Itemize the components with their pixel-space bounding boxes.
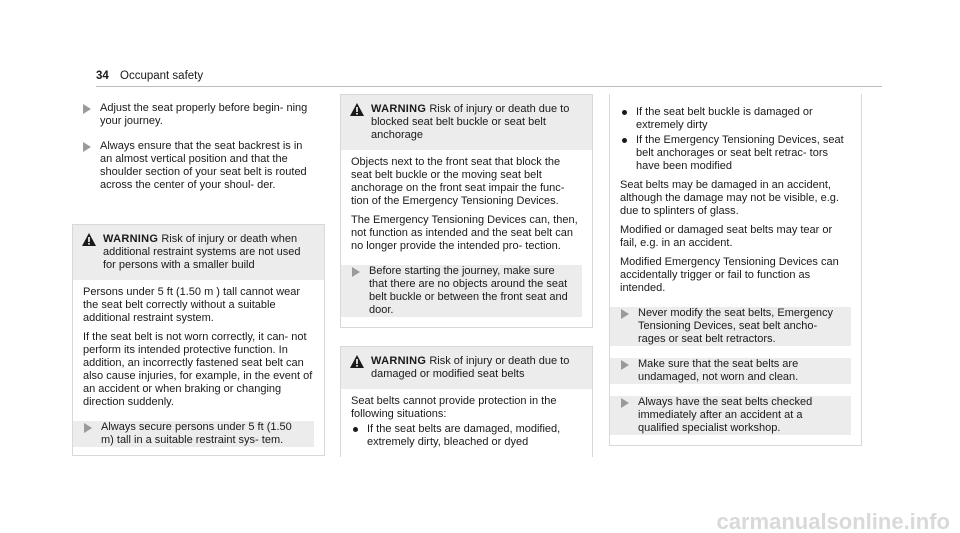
instruction-step: Make sure that the seat belts are undamaged, not worn and clean.: [610, 358, 851, 384]
list-item: If the seat belts are damaged, modified, extremely dirty, bleached or dyed: [341, 423, 592, 449]
column-2: [340, 94, 593, 457]
column-1: [72, 94, 325, 456]
warning-paragraph: If the seat belt is not worn correctly, it can- not perform its intended protective function. In addition, an incorrectly fastened seat belt can also cause injuries, for example, in the event of an accident or when braking or changing direction suddenly.: [83, 331, 313, 408]
warning-header: [73, 225, 324, 280]
arrow-right-icon: [82, 104, 92, 114]
header-divider: [96, 86, 882, 87]
warning-triangle-icon: [82, 233, 96, 246]
list-item: If the seat belt buckle is damaged or extremely dirty: [610, 106, 861, 132]
page-header: [96, 70, 203, 82]
arrow-right-icon: [620, 398, 630, 408]
warning-paragraph: The Emergency Tensioning Devices can, then, not function as intended and the seat belt can no longer provide the intended pro- tection.: [351, 214, 578, 252]
warning-box-continued: [609, 94, 862, 446]
warning-heading: Risk of injury or death when additional restraint systems are not used for persons with a smaller build: [103, 233, 301, 271]
warning-box: [340, 346, 593, 457]
arrow-right-icon: [351, 267, 361, 277]
instruction-step: Before starting the journey, make sure that there are no objects around the seat belt buckle or between the front seat and door.: [341, 265, 582, 317]
arrow-right-icon: [82, 142, 92, 152]
warning-heading: Risk of injury or death due to damaged or modified seat belts: [371, 355, 570, 380]
list-item: If the Emergency Tensioning Devices, seat belt anchorages or seat belt retrac- tors have been modified: [610, 134, 861, 173]
instruction-step: Always have the seat belts checked immediately after an accident at a qualified specialist workshop.: [610, 396, 851, 435]
column-3: [609, 94, 862, 446]
warning-header: [341, 347, 592, 389]
watermark-text: carmanualsonline.info: [716, 511, 950, 533]
warning-paragraph: Persons under 5 ft (1.50 m ) tall cannot wear the seat belt correctly without a suitable additional restraint system.: [83, 286, 301, 324]
warning-paragraph: Objects next to the front seat that block the seat belt buckle or the moving seat belt anchorage on the front seat impair the func- tion of the Emergency Tensioning Devices.: [351, 156, 565, 207]
arrow-right-icon: [83, 423, 93, 433]
warning-label: WARNING: [371, 355, 427, 367]
warning-box: [72, 224, 325, 456]
paragraph: Modified Emergency Tensioning Devices can accidentally trigger or fail to function as intended.: [620, 256, 839, 294]
bullet-dot: [622, 138, 627, 143]
warning-paragraph: Seat belts cannot provide protection in the following situations:: [351, 395, 557, 420]
warning-heading: Risk of injury or death due to blocked seat belt buckle or seat belt anchorage: [371, 103, 570, 141]
warning-label: WARNING: [103, 233, 159, 245]
instruction-step: Always secure persons under 5 ft (1.50 m) tall in a suitable restraint sys- tem.: [73, 421, 314, 447]
warning-label: WARNING: [371, 103, 427, 115]
arrow-right-icon: [620, 309, 630, 319]
arrow-right-icon: [620, 360, 630, 370]
page-number: 34: [96, 70, 109, 82]
warning-triangle-icon: [350, 103, 364, 116]
warning-triangle-icon: [350, 355, 364, 368]
warning-box: [340, 94, 593, 328]
watermark-footer: [0, 511, 960, 533]
bullet-dot: [622, 110, 627, 115]
instruction-step: Never modify the seat belts, Emergency Tensioning Devices, seat belt ancho- rages or seat belt retractors.: [610, 307, 851, 346]
bullet-dot: [353, 427, 358, 432]
paragraph: Seat belts may be damaged in an accident, although the damage may not be visible, e.g. due to splinters of glass.: [620, 179, 839, 217]
instruction-step: Always ensure that the seat backrest is in an almost vertical position and that the shoulder section of your seat belt is routed across the center of your shoul- der.: [72, 140, 325, 192]
warning-header: [341, 95, 592, 150]
paragraph: Modified or damaged seat belts may tear or fail, e.g. in an accident.: [620, 224, 833, 249]
section-title: Occupant safety: [120, 70, 204, 82]
instruction-step: Adjust the seat properly before begin- ning your journey.: [72, 102, 325, 128]
